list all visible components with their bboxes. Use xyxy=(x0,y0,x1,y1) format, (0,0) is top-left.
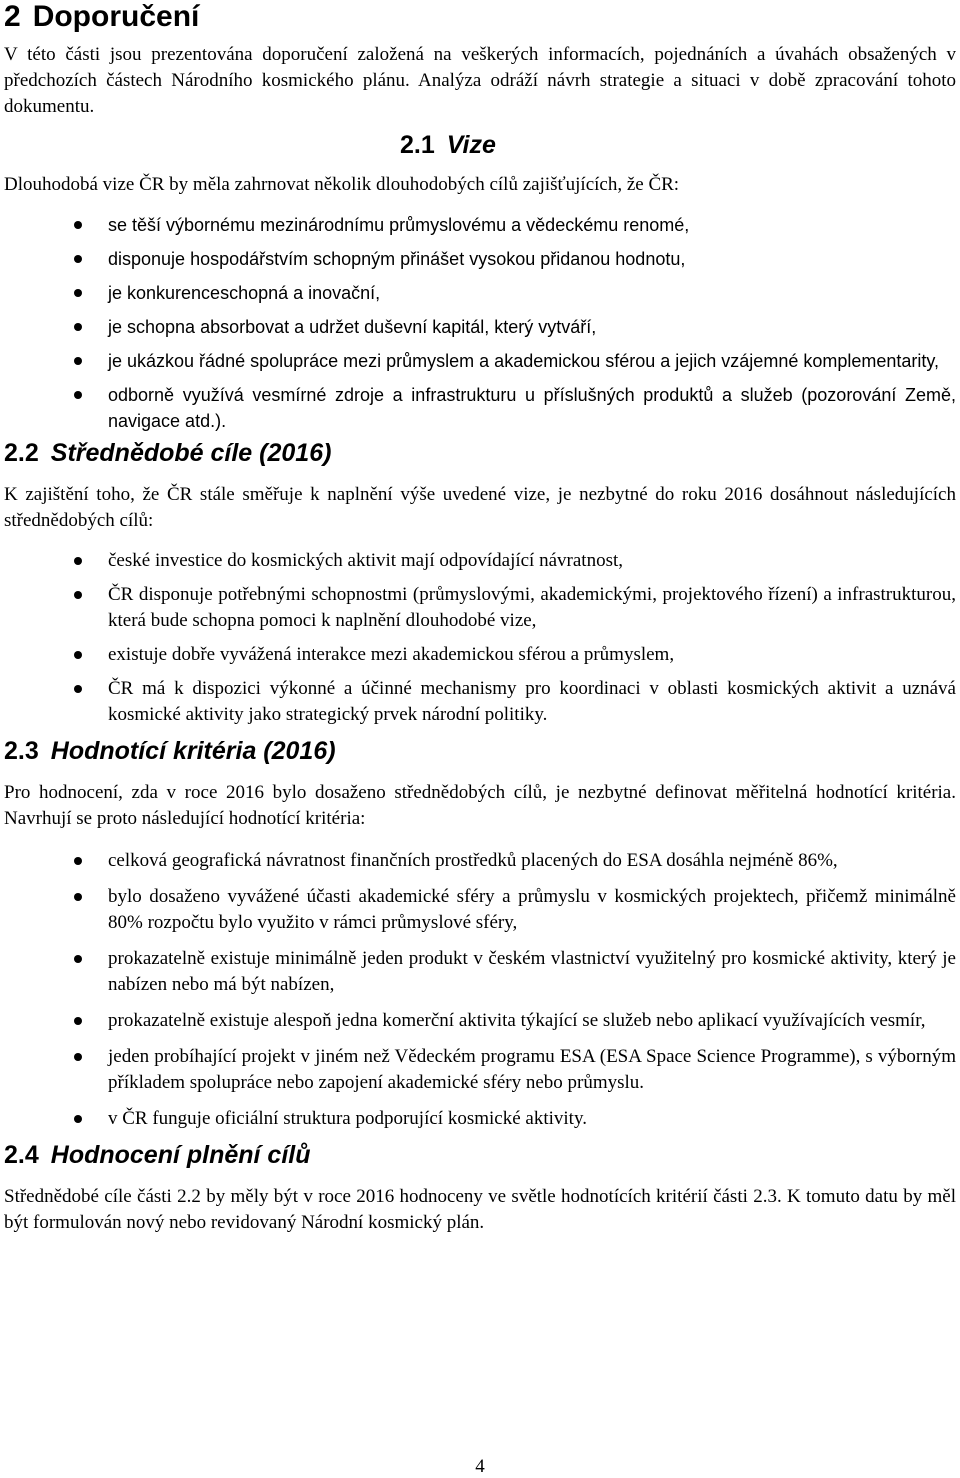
list-item: je ukázkou řádné spolupráce mezi průmyslem a akademickou sférou a jejich vzájemné komplementarity, xyxy=(4,348,956,374)
bullet-icon xyxy=(74,1017,82,1025)
section-2-4-intro: Střednědobé cíle části 2.2 by měly být v roce 2016 hodnoceny ve světle hodnotících kritérií části 2.3. K tomuto datu by měl být formulován nový nebo revidovaný Národní kosmický plán. xyxy=(4,1186,956,1233)
list-item: v ČR funguje oficiální struktura podporující kosmické aktivity. xyxy=(4,1106,956,1132)
bullet-icon xyxy=(74,685,82,693)
bullet-icon xyxy=(74,955,82,963)
list-item: jeden probíhající projekt v jiném než Vědeckém programu ESA (ESA Space Science Programme), s výborným příkladem spolupráce nebo zapojení akademické sféry nebo průmyslu. xyxy=(4,1044,956,1096)
heading-number: 2.2 xyxy=(4,439,39,467)
list-item: prokazatelně existuje alespoň jedna komerční aktivita týkající se služeb nebo aplikací využívajících vesmír, xyxy=(4,1008,956,1034)
heading-number: 2.1 xyxy=(400,131,435,159)
bullet-icon xyxy=(74,255,82,263)
bullet-icon xyxy=(74,893,82,901)
list-item: disponuje hospodářstvím schopným přinášet vysokou přidanou hodnotu, xyxy=(4,246,956,272)
bullet-icon xyxy=(74,289,82,297)
document-page xyxy=(4,0,956,1236)
bullet-icon xyxy=(74,651,82,659)
heading-section-2-3 xyxy=(4,736,956,766)
heading-section-2-4 xyxy=(4,1140,956,1170)
heading-title: Hodnocení plnění cílů xyxy=(50,1141,311,1169)
list-item: celková geografická návratnost finančních prostředků placených do ESA dosáhla nejméně 86%, xyxy=(4,848,956,874)
bullet-icon xyxy=(74,323,82,331)
list-item: české investice do kosmických aktivit mají odpovídající návratnost, xyxy=(4,548,956,574)
bullet-icon xyxy=(74,591,82,599)
list-item: je konkurenceschopná a inovační, xyxy=(4,280,956,306)
heading-section-2 xyxy=(4,0,956,34)
bullet-icon xyxy=(74,221,82,229)
list-item: se těší výbornému mezinárodnímu průmyslovému a vědeckému renomé, xyxy=(4,212,956,238)
heading-number: 2.4 xyxy=(4,1141,39,1169)
heading-title: Střednědobé cíle (2016) xyxy=(50,439,332,467)
heading-number: 2 xyxy=(4,0,21,33)
goals-list xyxy=(4,548,956,728)
vision-list xyxy=(4,212,956,434)
section-2-1-intro: Dlouhodobá vize ČR by měla zahrnovat několik dlouhodobých cílů zajišťujících, že ČR: xyxy=(4,174,680,195)
heading-title: Doporučení xyxy=(32,0,200,33)
heading-number: 2.3 xyxy=(4,737,39,765)
bullet-icon xyxy=(74,391,82,399)
heading-section-2-2 xyxy=(4,438,956,468)
list-item: ČR má k dispozici výkonné a účinné mechanismy pro koordinaci v oblasti kosmických aktivit a uznává kosmické aktivity jako strategický prvek národní politiky. xyxy=(4,676,956,728)
bullet-icon xyxy=(74,857,82,865)
bullet-icon xyxy=(74,1053,82,1061)
page-number: 4 xyxy=(475,1456,485,1477)
list-item: prokazatelně existuje minimálně jeden produkt v českém vlastnictví využitelný pro kosmické aktivity, který je nabízen nebo má být nabízen, xyxy=(4,946,956,998)
heading-title: Hodnotící kritéria (2016) xyxy=(50,737,336,765)
list-item: bylo dosaženo vyvážené účasti akademické sféry a průmyslu v kosmických projektech, přičemž minimálně 80% rozpočtu bylo využito v rámci průmyslové sféry, xyxy=(4,884,956,936)
section-2-2-intro: K zajištění toho, že ČR stále směřuje k naplnění výše uvedené vize, je nezbytné do roku 2016 dosáhnout následujících střednědobých cílů: xyxy=(4,484,956,531)
list-item: ČR disponuje potřebnými schopnostmi (průmyslovými, akademickými, projektového řízení) a infrastrukturou, která bude schopna pomoci k naplnění dlouhodobé vize, xyxy=(4,582,956,634)
heading-section-2-1 xyxy=(4,130,956,160)
list-item: odborně využívá vesmírné zdroje a infrastrukturu u příslušných produktů a služeb (pozorování Země, navigace atd.). xyxy=(4,382,956,434)
section-2-3-intro: Pro hodnocení, zda v roce 2016 bylo dosaženo střednědobých cílů, je nezbytné definovat měřitelná hodnotící kritéria. Navrhují se proto následující hodnotící kritéria: xyxy=(4,782,956,829)
bullet-icon xyxy=(74,357,82,365)
list-item: existuje dobře vyvážená interakce mezi akademickou sférou a průmyslem, xyxy=(4,642,956,668)
section-2-intro: V této části jsou prezentována doporučení založená na veškerých informacích, pojednáních a úvahách obsažených v předchozích částech Národního kosmického plánu. Analýza odráží návrh strategie a situaci v době zpracování tohoto dokumentu. xyxy=(4,44,956,117)
list-item: je schopna absorbovat a udržet duševní kapitál, který vytváří, xyxy=(4,314,956,340)
bullet-icon xyxy=(74,1115,82,1123)
criteria-list xyxy=(4,848,956,1132)
bullet-icon xyxy=(74,557,82,565)
heading-title: Vize xyxy=(446,131,496,159)
